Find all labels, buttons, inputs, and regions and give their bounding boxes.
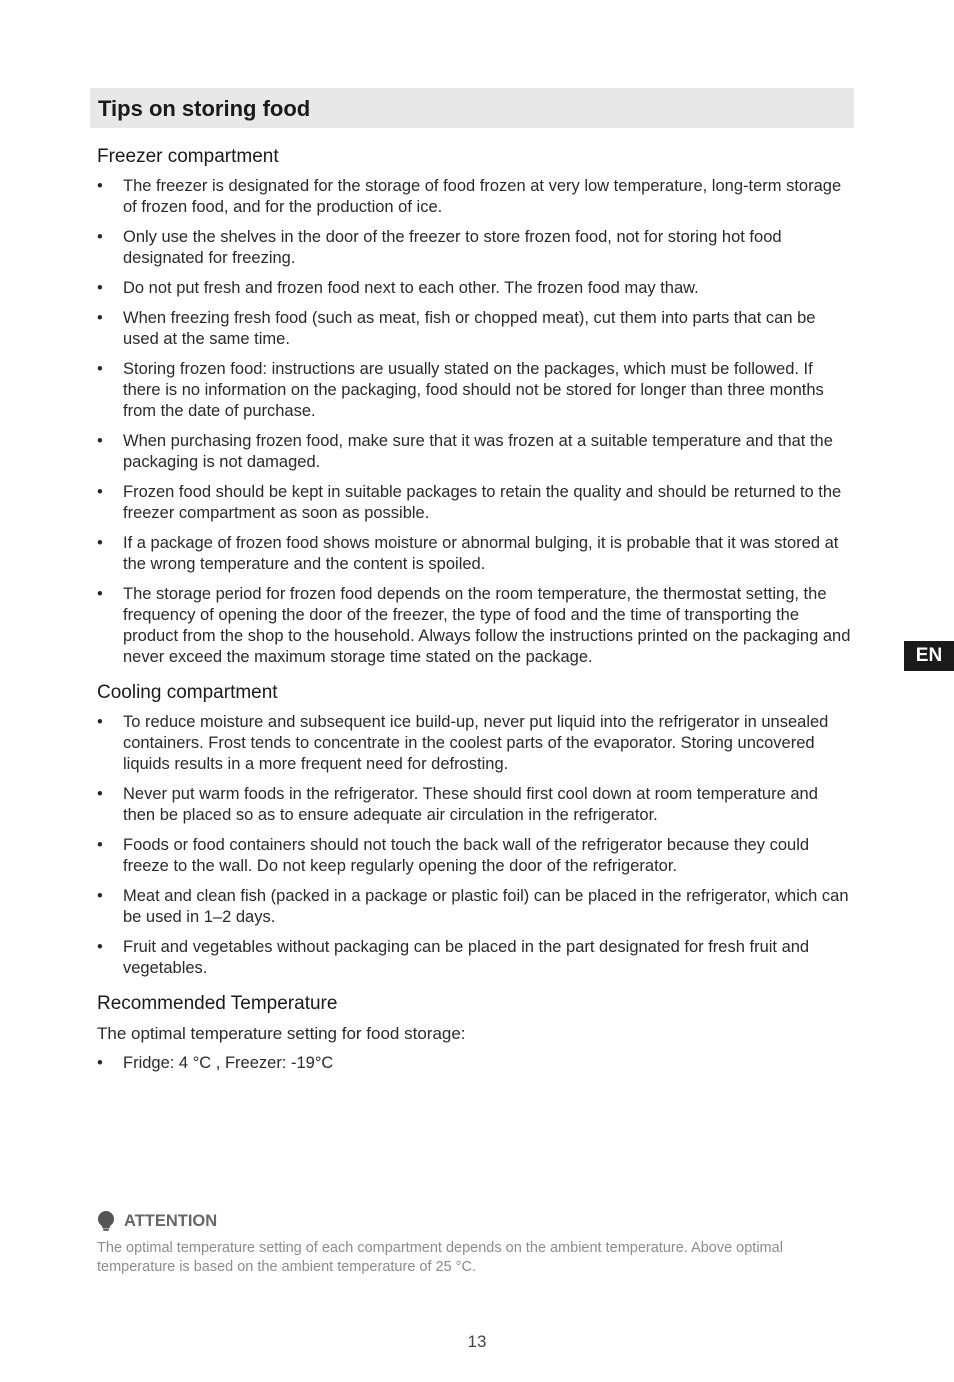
- list-item-text: Meat and clean fish (packed in a package or plastic foil) can be placed in the refrigerator, which can be used in 1–2 days.: [123, 887, 849, 926]
- list-item-text: If a package of frozen food shows moisture or abnormal bulging, it is probable that it was stored at the wrong temperature and the content is spoiled.: [123, 534, 839, 573]
- bullet-icon: •: [97, 713, 103, 731]
- language-tab: EN: [904, 641, 954, 671]
- list-item: [97, 1053, 854, 1074]
- bullet-icon: •: [97, 785, 103, 803]
- bullet-icon: •: [97, 585, 103, 603]
- list-item-text: When purchasing frozen food, make sure that it was frozen at a suitable temperature and that the packaging is not damaged.: [123, 432, 833, 471]
- list-item-text: Foods or food containers should not touch the back wall of the refrigerator because they could freeze to the wall. Do not keep regularly opening the door of the refrigerator.: [123, 836, 810, 875]
- list-item: [97, 937, 854, 979]
- page-title: Tips on storing food: [98, 96, 311, 121]
- bullet-icon: •: [97, 938, 103, 956]
- attention-note: [97, 1211, 857, 1277]
- bullet-icon: •: [97, 177, 103, 195]
- attention-header: [97, 1211, 857, 1231]
- list-item: [97, 533, 854, 575]
- list-item: [97, 308, 854, 350]
- freezer-list: [97, 176, 854, 668]
- list-item-text: Do not put fresh and frozen food next to each other. The frozen food may thaw.: [123, 279, 699, 297]
- bullet-icon: •: [97, 483, 103, 501]
- list-item-text: Storing frozen food: instructions are usually stated on the packages, which must be followed. If there is no information on the packaging, food should not be stored for longer than three months from the date of purchase.: [123, 360, 824, 420]
- cooling-heading: Cooling compartment: [97, 682, 278, 703]
- list-item: [97, 227, 854, 269]
- bullet-icon: •: [97, 309, 103, 327]
- list-item-text: Never put warm foods in the refrigerator. These should first cool down at room temperature and then be placed so as to ensure adequate air circulation in the refrigerator.: [123, 785, 818, 824]
- list-item-text: The storage period for frozen food depends on the room temperature, the thermostat setting, the frequency of opening the door of the freezer, the type of food and the time of transporting the product from the shop to the household. Always follow the instructions printed on the packaging and never exceed the maximum storage time stated on the package.: [123, 585, 851, 666]
- cooling-section: [97, 680, 854, 979]
- title-bar: [90, 88, 854, 128]
- recommended-heading: Recommended Temperature: [97, 993, 338, 1014]
- content: [97, 144, 854, 1086]
- bullet-icon: •: [97, 534, 103, 552]
- page-number: 13: [467, 1332, 487, 1351]
- list-item-text: Frozen food should be kept in suitable packages to retain the quality and should be returned to the freezer compartment as soon as possible.: [123, 483, 842, 522]
- freezer-section: [97, 144, 854, 668]
- list-item-text: Only use the shelves in the door of the freezer to store frozen food, not for storing hot food designated for freezing.: [123, 228, 782, 267]
- cooling-list: [97, 712, 854, 979]
- list-item: [97, 176, 854, 218]
- bullet-icon: •: [97, 360, 103, 378]
- list-item: [97, 431, 854, 473]
- bullet-icon: •: [97, 228, 103, 246]
- freezer-heading: Freezer compartment: [97, 146, 279, 167]
- bullet-icon: •: [97, 887, 103, 905]
- list-item: [97, 784, 854, 826]
- list-item: [97, 278, 854, 299]
- list-item: [97, 886, 854, 928]
- list-item-text: Fridge: 4 °C , Freezer: -19°C: [123, 1054, 334, 1072]
- list-item: [97, 482, 854, 524]
- list-item-text: The freezer is designated for the storage of food frozen at very low temperature, long-term storage of frozen food, and for the production of ice.: [123, 177, 842, 216]
- list-item-text: When freezing fresh food (such as meat, fish or chopped meat), cut them into parts that can be used at the same time.: [123, 309, 816, 348]
- recommended-section: [97, 991, 854, 1074]
- list-item: [97, 835, 854, 877]
- list-item-text: Fruit and vegetables without packaging can be placed in the part designated for fresh fruit and vegetables.: [123, 938, 810, 977]
- list-item: [97, 712, 854, 775]
- attention-text: The optimal temperature setting of each compartment depends on the ambient temperature. Above optimal temperature is based on the ambient temperature of 25 °C.: [97, 1240, 783, 1275]
- recommended-lead: The optimal temperature setting for food storage:: [97, 1024, 466, 1043]
- attention-label: ATTENTION: [124, 1211, 218, 1230]
- list-item: [97, 359, 854, 422]
- list-item-text: To reduce moisture and subsequent ice build-up, never put liquid into the refrigerator in unsealed containers. Frost tends to concentrate in the coolest parts of the evaporator. Storing uncovered liquids results in a more frequent need for defrosting.: [123, 713, 829, 773]
- recommended-list: [97, 1053, 854, 1074]
- bullet-icon: •: [97, 279, 103, 297]
- bullet-icon: •: [97, 1054, 103, 1072]
- bullet-icon: •: [97, 836, 103, 854]
- lightbulb-icon: [97, 1211, 115, 1231]
- list-item: [97, 584, 854, 668]
- bullet-icon: •: [97, 432, 103, 450]
